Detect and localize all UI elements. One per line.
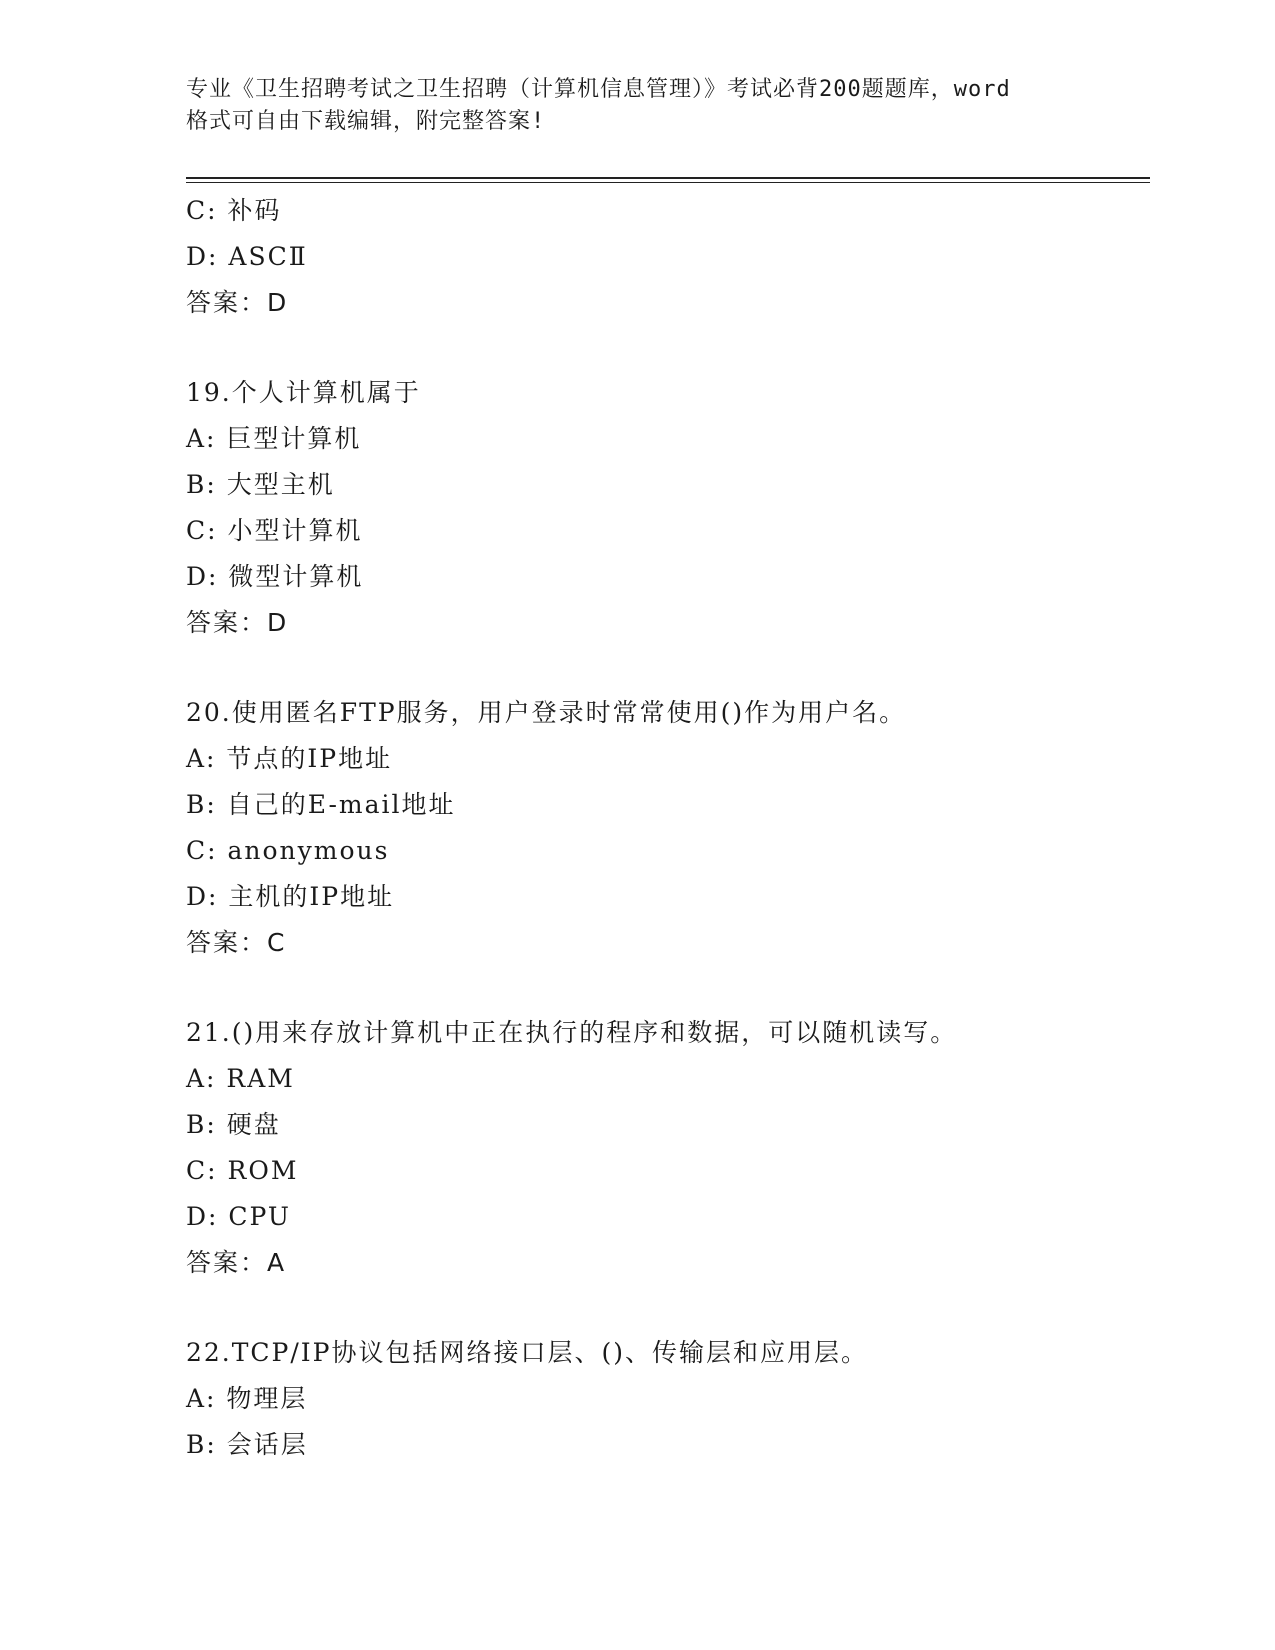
option-c: C: anonymous	[186, 836, 390, 865]
header-line-2: 格式可自由下载编辑，附完整答案!	[186, 109, 546, 134]
option-a: A: 物理层	[186, 1384, 308, 1413]
option-c: C: 小型计算机	[186, 516, 363, 545]
answer-label: 答案：D	[186, 608, 289, 637]
header-line-1: 专业《卫生招聘考试之卫生招聘（计算机信息管理）》考试必背200题题库，word	[186, 77, 1011, 102]
answer-label: 答案：C	[186, 928, 287, 957]
option-a: A: RAM	[186, 1064, 295, 1093]
question-stem: 20.使用匿名FTP服务，用户登录时常常使用()作为用户名。	[186, 698, 907, 727]
option-a: A: 巨型计算机	[186, 424, 362, 453]
question-stem: 22.TCP/IP协议包括网络接口层、()、传输层和应用层。	[186, 1338, 869, 1367]
answer-label: 答案：D	[186, 288, 289, 317]
option-d: D: 主机的IP地址	[186, 882, 395, 911]
header-rule-thin	[186, 182, 1150, 183]
option-c: C: 补码	[186, 196, 282, 225]
option-d: D: ASCⅡ	[186, 242, 308, 271]
question-list	[186, 188, 1146, 1468]
option-d: D: 微型计算机	[186, 562, 364, 591]
question-block-19	[186, 370, 1146, 646]
document-header	[186, 74, 1086, 138]
question-block-20	[186, 690, 1146, 966]
option-c: C: ROM	[186, 1156, 299, 1185]
option-b: B: 大型主机	[186, 470, 335, 499]
question-stem: 19.个人计算机属于	[186, 378, 421, 407]
option-b: B: 自己的E-mail地址	[186, 790, 456, 819]
question-block-21	[186, 1010, 1146, 1286]
option-d: D: CPU	[186, 1202, 291, 1231]
option-a: A: 节点的IP地址	[186, 744, 393, 773]
question-block-18	[186, 188, 1146, 326]
question-block-22	[186, 1330, 1146, 1468]
answer-label: 答案：A	[186, 1248, 287, 1277]
question-stem: 21.()用来存放计算机中正在执行的程序和数据，可以随机读写。	[186, 1018, 958, 1047]
option-b: B: 硬盘	[186, 1110, 281, 1139]
option-b: B: 会话层	[186, 1430, 308, 1459]
header-rule-thick	[186, 177, 1150, 179]
